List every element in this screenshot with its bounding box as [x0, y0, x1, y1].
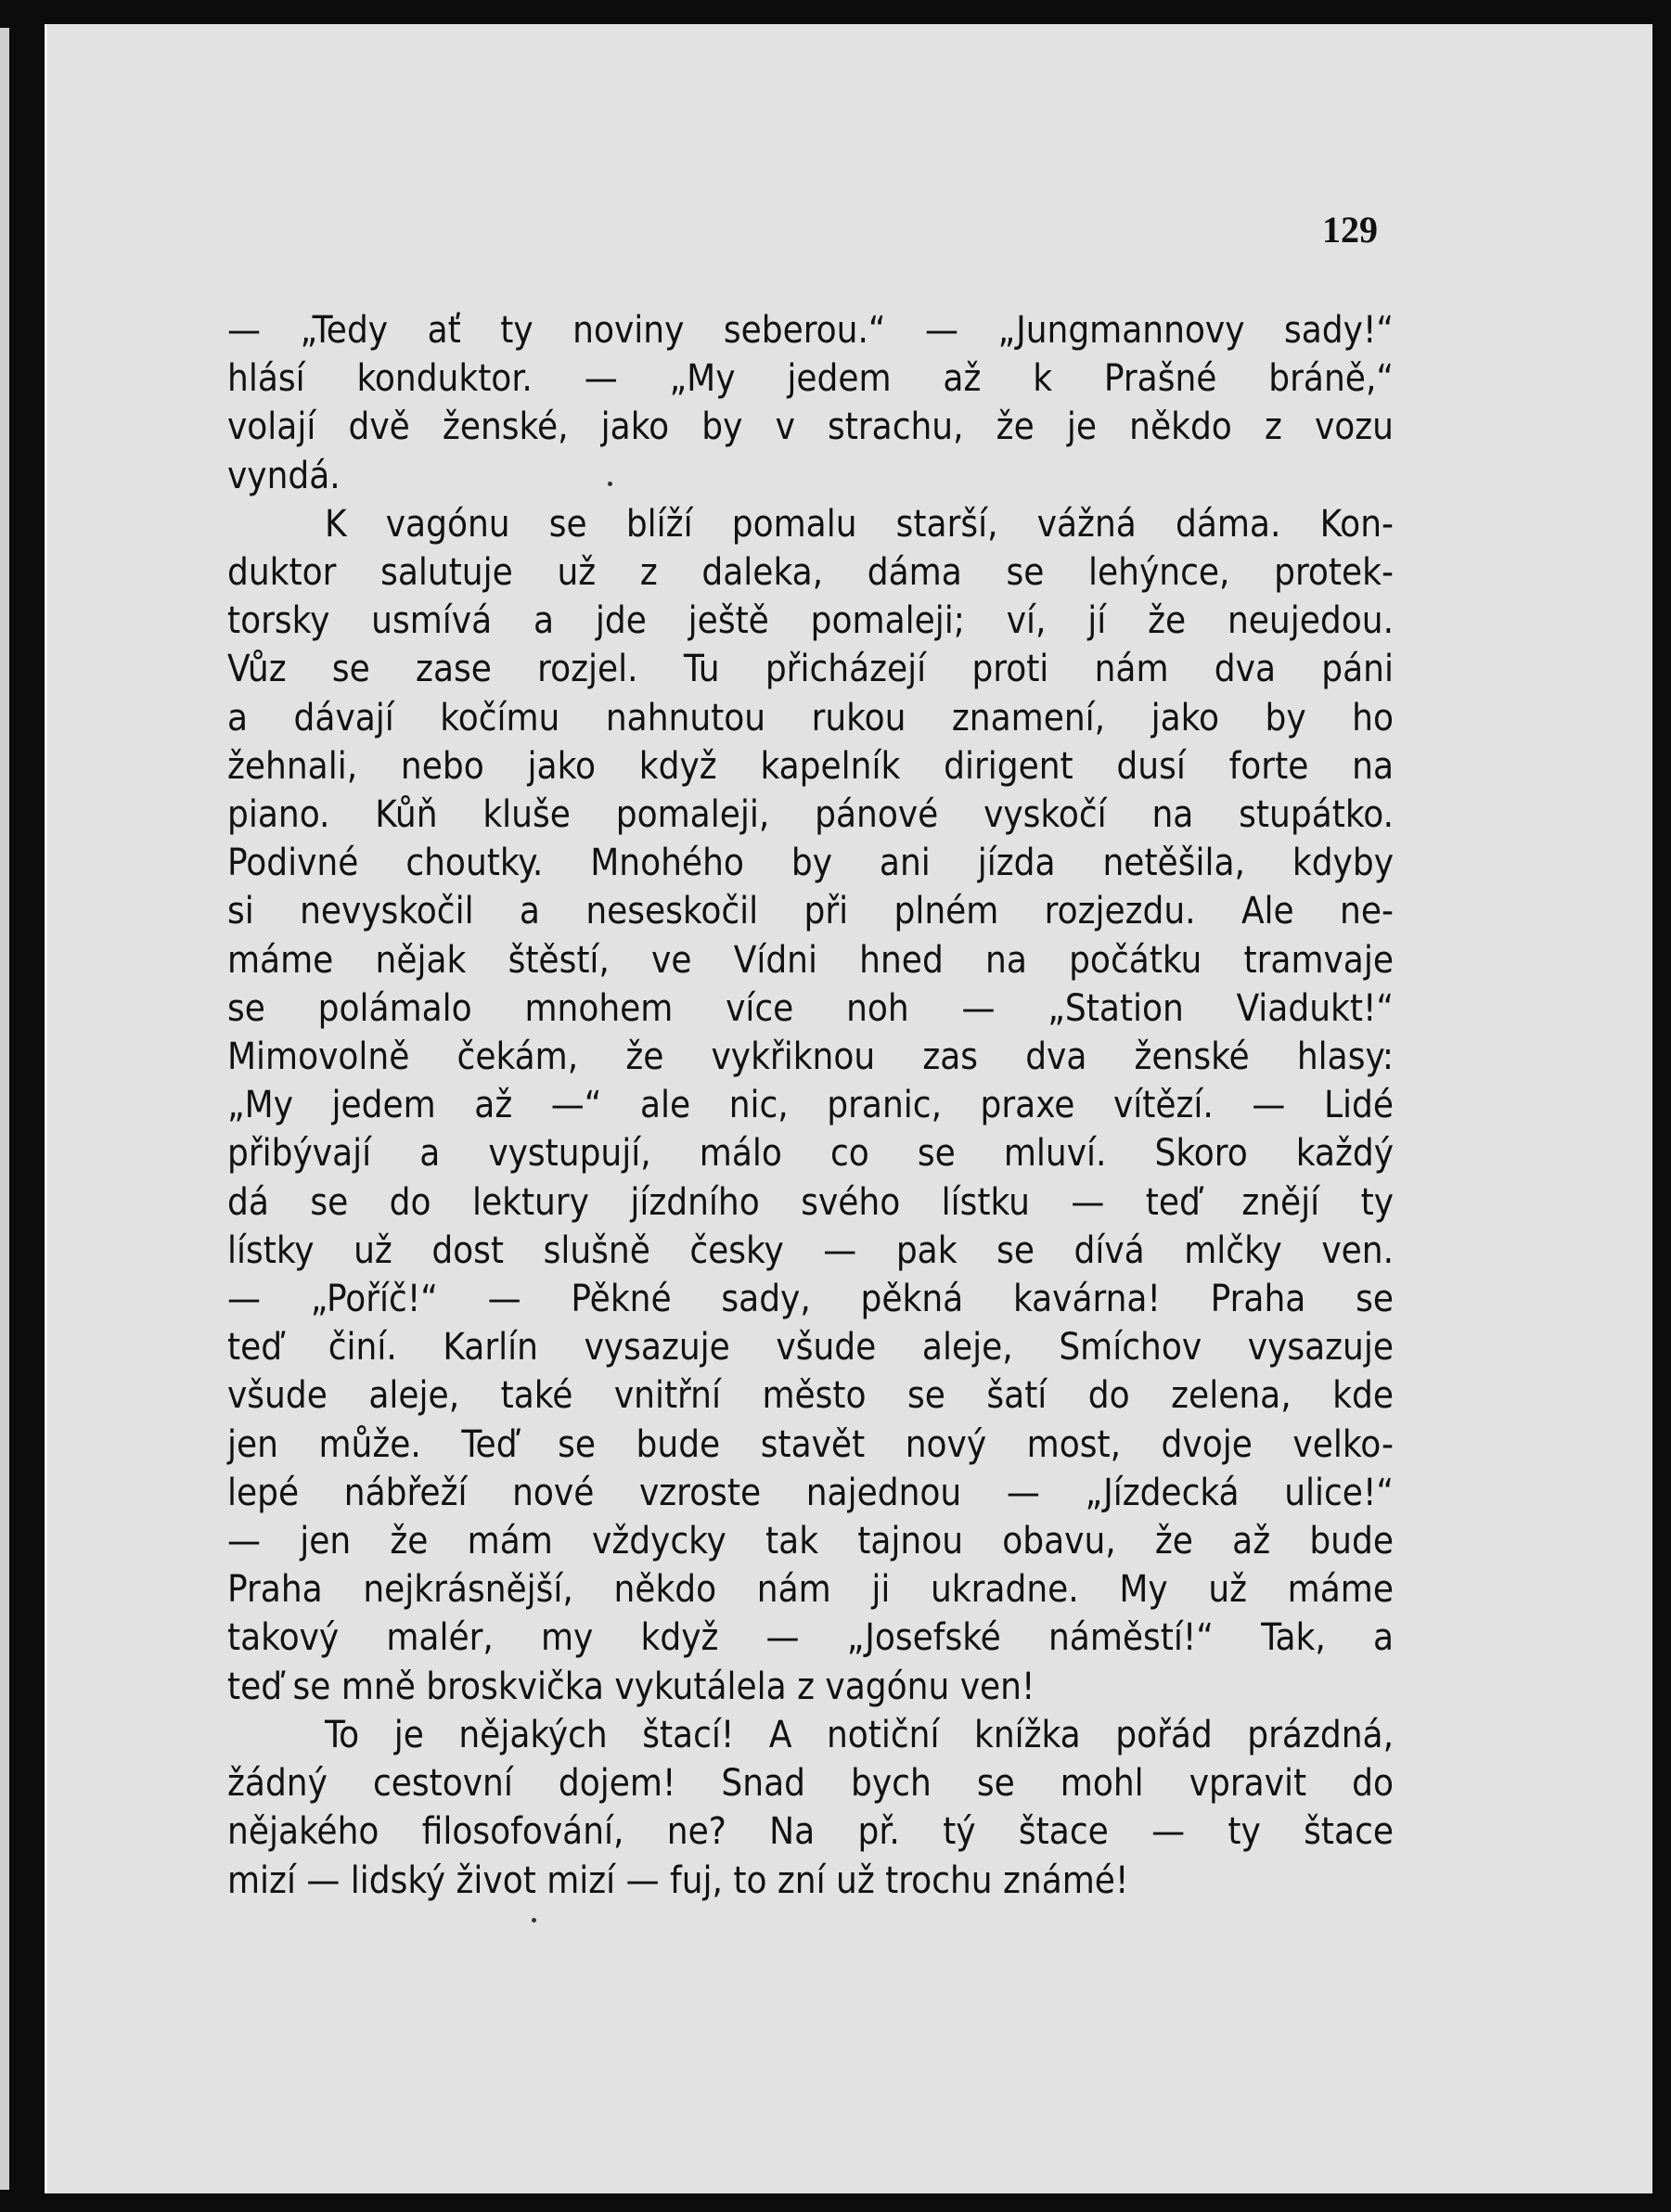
facing-page-edge: [0, 28, 9, 2190]
text-line: takový malér, my když — „Josefské náměstí!“ Tak, a: [227, 1616, 1394, 1660]
paragraph: [227, 306, 1394, 500]
text-line: si nevyskočil a neseskočil při plném rozjezdu. Ale ne-: [227, 890, 1394, 933]
text-line: jen může. Teď se bude stavět nový most, dvoje velko-: [227, 1422, 1394, 1466]
text-line: přibývají a vystupují, málo co se mluví. Skoro každý: [227, 1132, 1394, 1176]
text-line: Podivné choutky. Mnohého by ani jízda netěšila, kdyby: [227, 842, 1394, 885]
text-line: mizí — lidský život mizí — fuj, to zní už trochu známé!: [227, 1858, 1129, 1902]
text-line: — „Tedy ať ty noviny seberou.“ — „Jungmannovy sady!“: [227, 309, 1394, 352]
text-line: K vagónu se blíží pomalu starší, vážná dáma. Kon-: [325, 502, 1394, 546]
body-text: [227, 306, 1394, 1905]
page-number: 129: [1322, 209, 1378, 251]
text-line: To je nějakých štací! A notiční knížka pořád prázdná,: [325, 1713, 1394, 1756]
text-line: lístky už dost slušně česky — pak se dívá mlčky ven.: [227, 1228, 1394, 1272]
text-line: žádný cestovní dojem! Snad bych se mohl vpravit do: [227, 1762, 1394, 1806]
print-speck: [608, 482, 612, 486]
text-line: — „Poříč!“ — Pěkné sady, pěkná kavárna! Praha se: [227, 1278, 1394, 1321]
text-line: žehnali, nebo jako když kapelník dirigent dusí forte na: [227, 744, 1394, 788]
text-line: — jen že mám vždycky tak tajnou obavu, že až bude: [227, 1520, 1394, 1563]
text-line: teď se mně broskvička vykutálela z vagónu ven!: [227, 1665, 1035, 1708]
text-line: duktor salutuje už z daleka, dáma se lehýnce, protek-: [227, 551, 1394, 595]
text-line: nějakého filosofování, ne? Na př. tý štace — ty štace: [227, 1810, 1394, 1854]
text-line: Vůz se zase rozjel. Tu přicházejí proti nám dva páni: [227, 648, 1394, 691]
text-line: vyndá.: [227, 454, 341, 497]
text-line: lepé nábřeží nové vzroste najednou — „Jízdecká ulice!“: [227, 1471, 1394, 1514]
print-speck: [532, 1918, 536, 1923]
text-line: se polámalo mnohem více noh — „Station Viadukt!“: [227, 986, 1394, 1030]
text-line: volají dvě ženské, jako by v strachu, že je někdo z vozu: [227, 405, 1394, 449]
text-line: piano. Kůň kluše pomaleji, pánové vyskočí na stupátko.: [227, 793, 1394, 837]
text-line: Praha nejkrásnější, někdo nám ji ukradne. My už máme: [227, 1568, 1394, 1612]
text-line: hlásí konduktor. — „My jedem až k Prašné bráně,“: [227, 357, 1394, 401]
text-line: torsky usmívá a jde ještě pomaleji; ví, jí že neujedou.: [227, 599, 1394, 643]
text-line: „My jedem až —“ ale nic, pranic, praxe vítězí. — Lidé: [227, 1084, 1394, 1127]
text-line: a dávají kočímu nahnutou rukou znamení, jako by ho: [227, 696, 1394, 739]
text-line: máme nějak štěstí, ve Vídni hned na počátku tramvaje: [227, 938, 1394, 982]
text-line: teď činí. Karlín vysazuje všude aleje, Smíchov vysazuje: [227, 1326, 1394, 1370]
text-line: dá se do lektury jízdního svého lístku — teď znějí ty: [227, 1180, 1394, 1224]
text-line: Mimovolně čekám, že vykřiknou zas dva ženské hlasy:: [227, 1035, 1394, 1079]
text-line: všude aleje, také vnitřní město se šatí do zelena, kde: [227, 1374, 1394, 1418]
paragraph: [227, 500, 1394, 1711]
paragraph: [227, 1711, 1394, 1905]
